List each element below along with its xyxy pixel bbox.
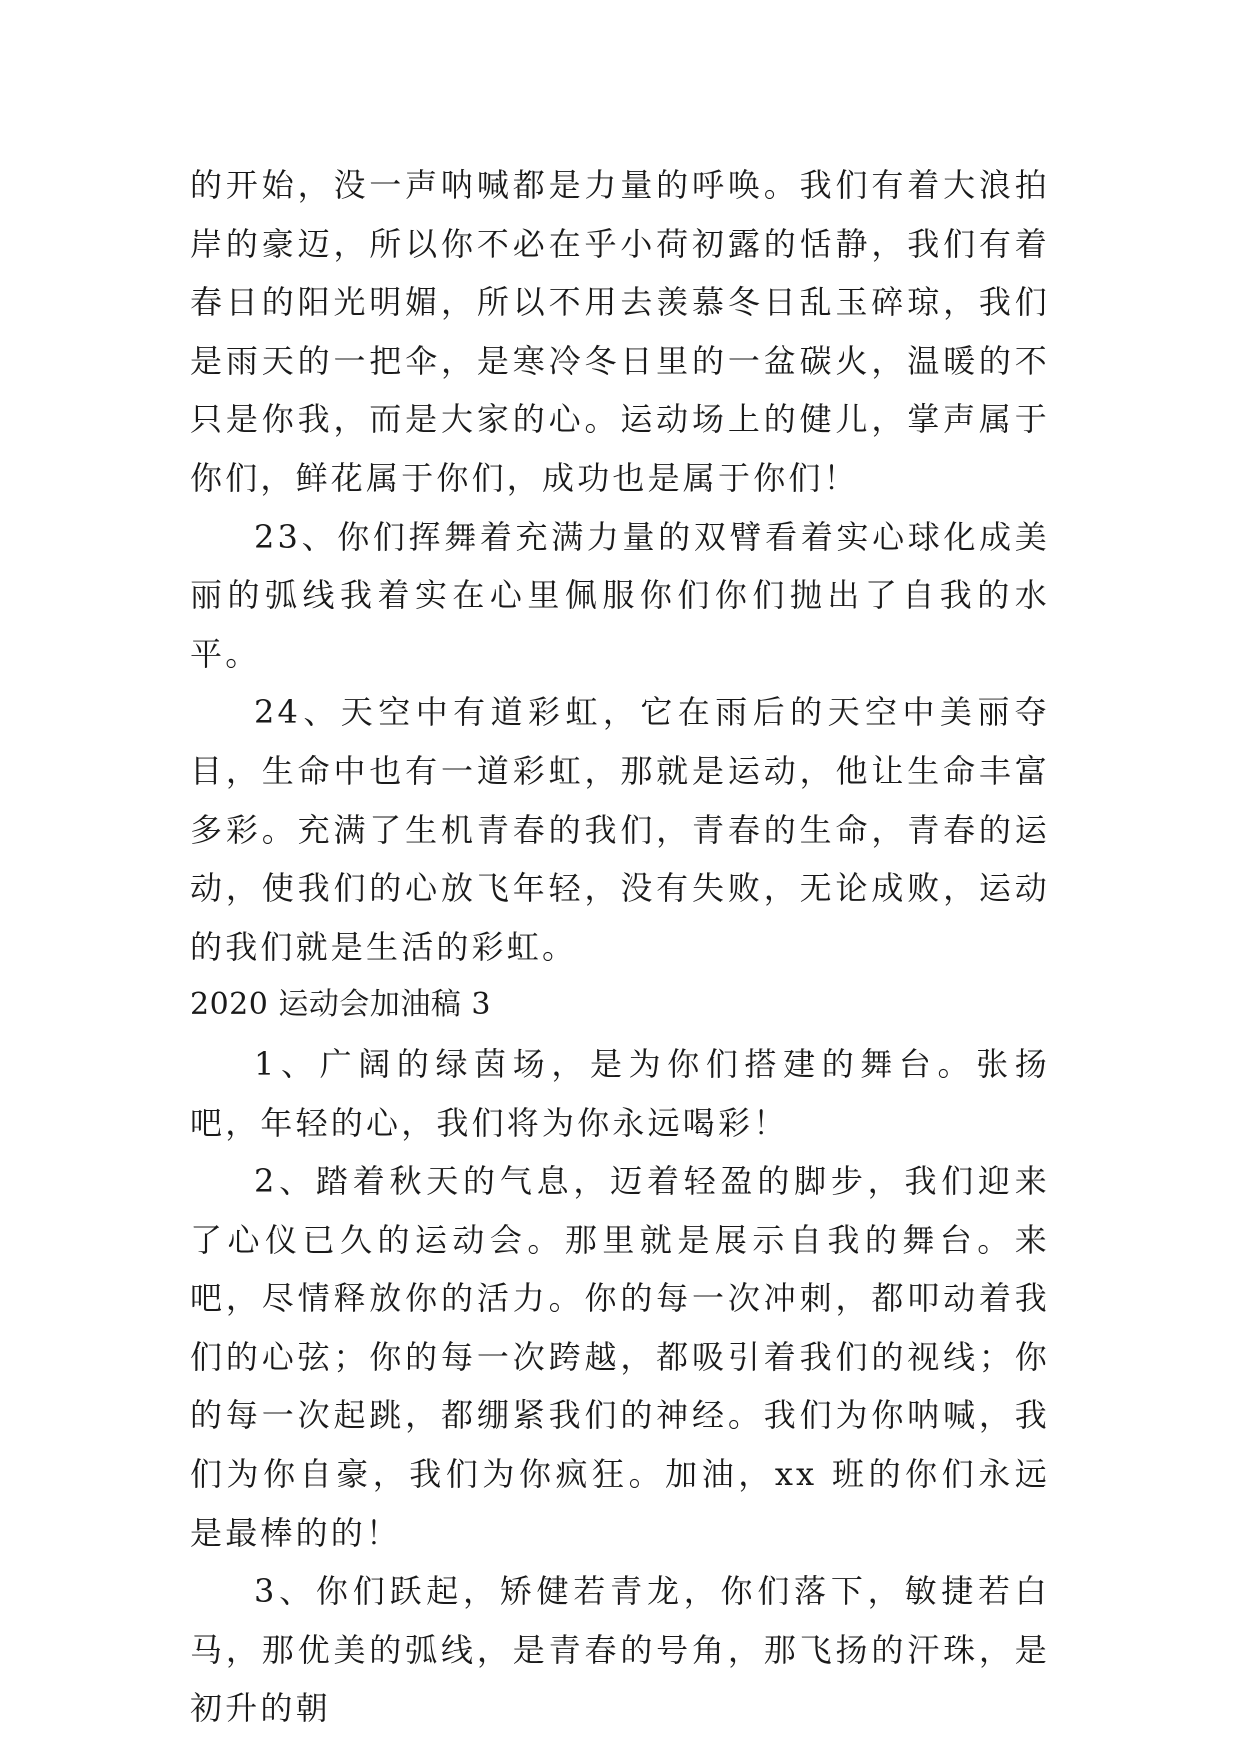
section-heading: 2020 运动会加油稿 3 [190,987,492,1023]
document-body [190,156,1050,1738]
paragraph-item-3: 3、你们跃起，矫健若青龙，你们落下，敏捷若白马，那优美的弧线，是青春的号角，那飞扬的汗珠，是初升的朝 [190,1572,1050,1728]
paragraph-opening-continuation: 的开始，没一声呐喊都是力量的呼唤。我们有着大浪拍岸的豪迈，所以你不必在乎小荷初露的恬静，我们有着春日的阳光明媚，所以不用去羡慕冬日乱玉碎琼，我们是雨天的一把伞，是寒冷冬日里的一盆碳火，温暖的不只是你我，而是大家的心。运动场上的健儿，掌声属于你们，鲜花属于你们，成功也是属于你们！ [190,166,1050,497]
paragraph-item-23: 23、你们挥舞着充满力量的双臂看着实心球化成美丽的弧线我着实在心里佩服你们你们抛出了自我的水平。 [190,517,1050,673]
paragraph-item-1: 1、广阔的绿茵场，是为你们搭建的舞台。张扬吧，年轻的心，我们将为你永远喝彩！ [190,1044,1050,1142]
paragraph-item-24: 24、天空中有道彩虹，它在雨后的天空中美丽夺目，生命中也有一道彩虹，那就是运动，他让生命丰富多彩。充满了生机青春的我们，青春的生命，青春的运动，使我们的心放飞年轻，没有失败，无论成败，运动的我们就是生活的彩虹。 [190,693,1050,966]
paragraph-item-2: 2、踏着秋天的气息，迈着轻盈的脚步，我们迎来了心仪已久的运动会。那里就是展示自我的舞台。来吧，尽情释放你的活力。你的每一次冲刺，都叩动着我们的心弦；你的每一次跨越，都吸引着我们的视线；你的每一次起跳，都绷紧我们的神经。我们为你呐喊，我们为你自豪，我们为你疯狂。加油，xx 班的你们永远是最棒的的！ [190,1162,1050,1552]
